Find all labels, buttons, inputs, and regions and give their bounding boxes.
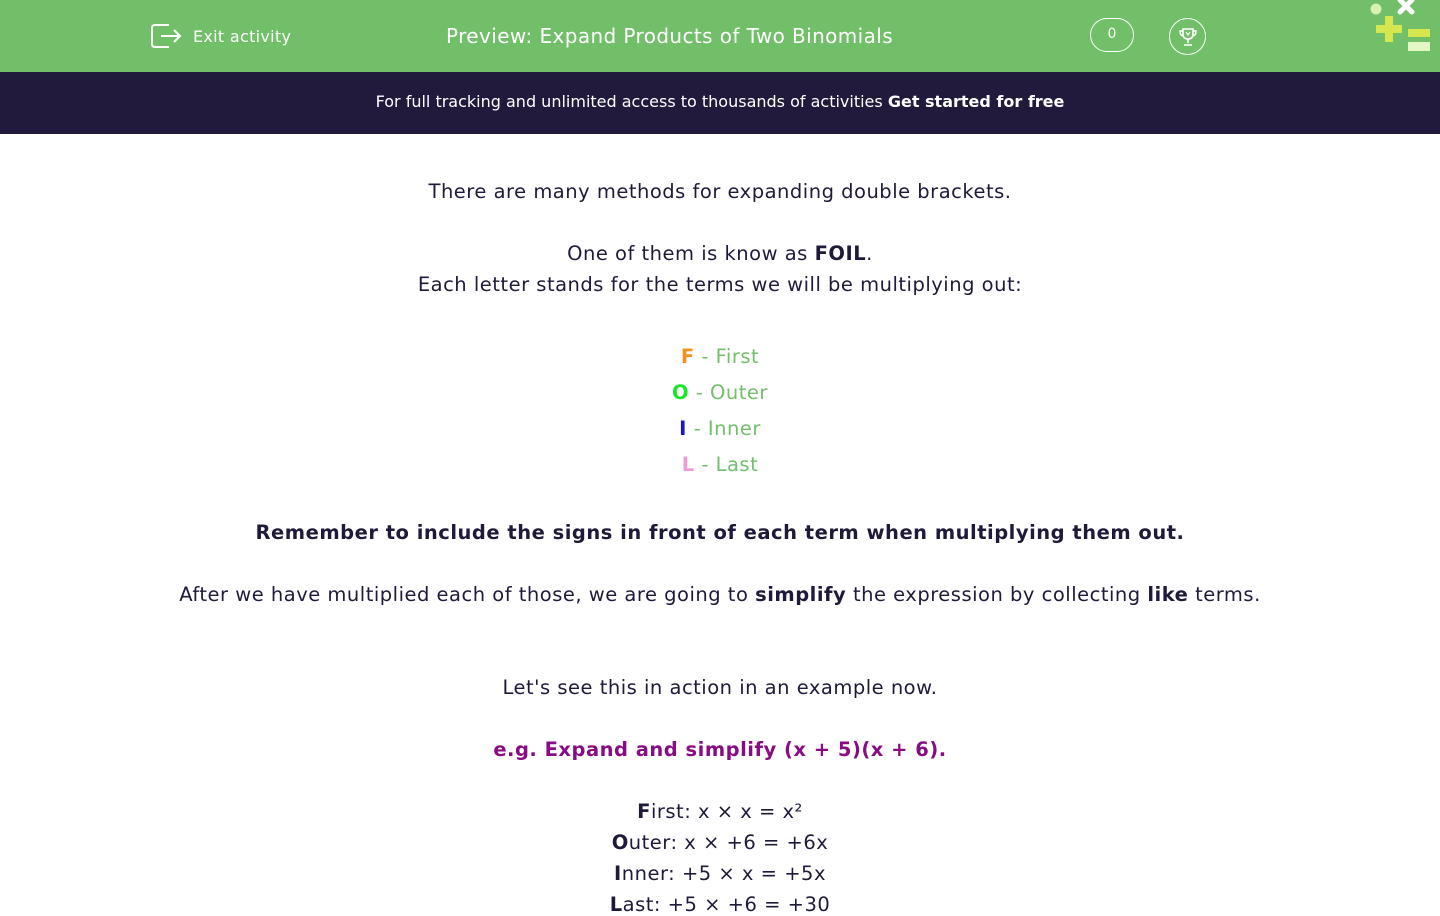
- foil-letter-l: L: [681, 453, 695, 476]
- page-title: Preview: Expand Products of Two Binomials: [446, 24, 894, 48]
- trophy-icon: [1177, 26, 1199, 48]
- lets-see-text: Let's see this in action in an example now.: [502, 676, 938, 699]
- foil-item-label: - Outer: [689, 381, 768, 404]
- simplify-text-1: After we have multiplied each of those, we are going to: [179, 583, 749, 606]
- remember-text: Remember to include the signs in front of each term when multiplying them out.: [255, 521, 1185, 544]
- score-badge: 0: [1090, 18, 1134, 52]
- get-started-link[interactable]: Get started for free: [887, 92, 1065, 111]
- each-letter-text: Each letter stands for the terms we will be multiplying out:: [417, 273, 1023, 296]
- foil-letter-i: I: [679, 417, 687, 440]
- foil-item-label: - Inner: [686, 417, 761, 440]
- foil-item-inner: [0, 417, 1440, 440]
- step-outer: [0, 831, 1440, 854]
- top-bar: [0, 0, 1440, 72]
- step-text: uter: x × +6 = +6x: [628, 831, 829, 854]
- simplify-text-3: terms.: [1195, 583, 1261, 606]
- foil-letter-f: F: [680, 345, 695, 368]
- foil-intro-text: One of them is know as: [567, 242, 808, 265]
- step-text: ast: +5 × +6 = +30: [622, 893, 831, 916]
- logo-icon: [1366, 0, 1440, 56]
- foil-letter-o: O: [672, 381, 690, 404]
- foil-word: FOIL: [814, 242, 867, 265]
- foil-item-first: [0, 345, 1440, 368]
- intro-text: There are many methods for expanding double brackets.: [428, 180, 1012, 203]
- promo-text: For full tracking and unlimited access to thousands of activities: [375, 92, 883, 111]
- step-last: [0, 882, 1440, 916]
- exit-icon: [149, 21, 183, 51]
- simplify-text-2: the expression by collecting: [852, 583, 1141, 606]
- simplify-text: [0, 583, 1440, 606]
- step-first: [0, 800, 1440, 823]
- foil-item-label: - Last: [694, 453, 759, 476]
- trophy-button[interactable]: [1169, 18, 1206, 55]
- exit-activity-button[interactable]: [149, 21, 291, 51]
- step-letter: O: [611, 831, 629, 854]
- step-text: nner: +5 × x = +5x: [621, 862, 826, 885]
- like-word: like: [1147, 583, 1189, 606]
- simplify-word: simplify: [755, 583, 847, 606]
- step-letter: L: [609, 893, 623, 916]
- foil-period: .: [866, 242, 873, 265]
- exit-activity-label: Exit activity: [193, 26, 292, 46]
- step-letter: I: [614, 862, 622, 885]
- foil-item-outer: [0, 381, 1440, 404]
- foil-item-last: [0, 453, 1440, 476]
- step-text: irst: x × x = x²: [650, 800, 803, 823]
- example-heading: e.g. Expand and simplify (x + 5)(x + 6).: [493, 738, 947, 761]
- foil-intro: [0, 242, 1440, 265]
- foil-item-label: - First: [694, 345, 760, 368]
- step-letter: F: [637, 800, 651, 823]
- promo-banner: [0, 72, 1440, 134]
